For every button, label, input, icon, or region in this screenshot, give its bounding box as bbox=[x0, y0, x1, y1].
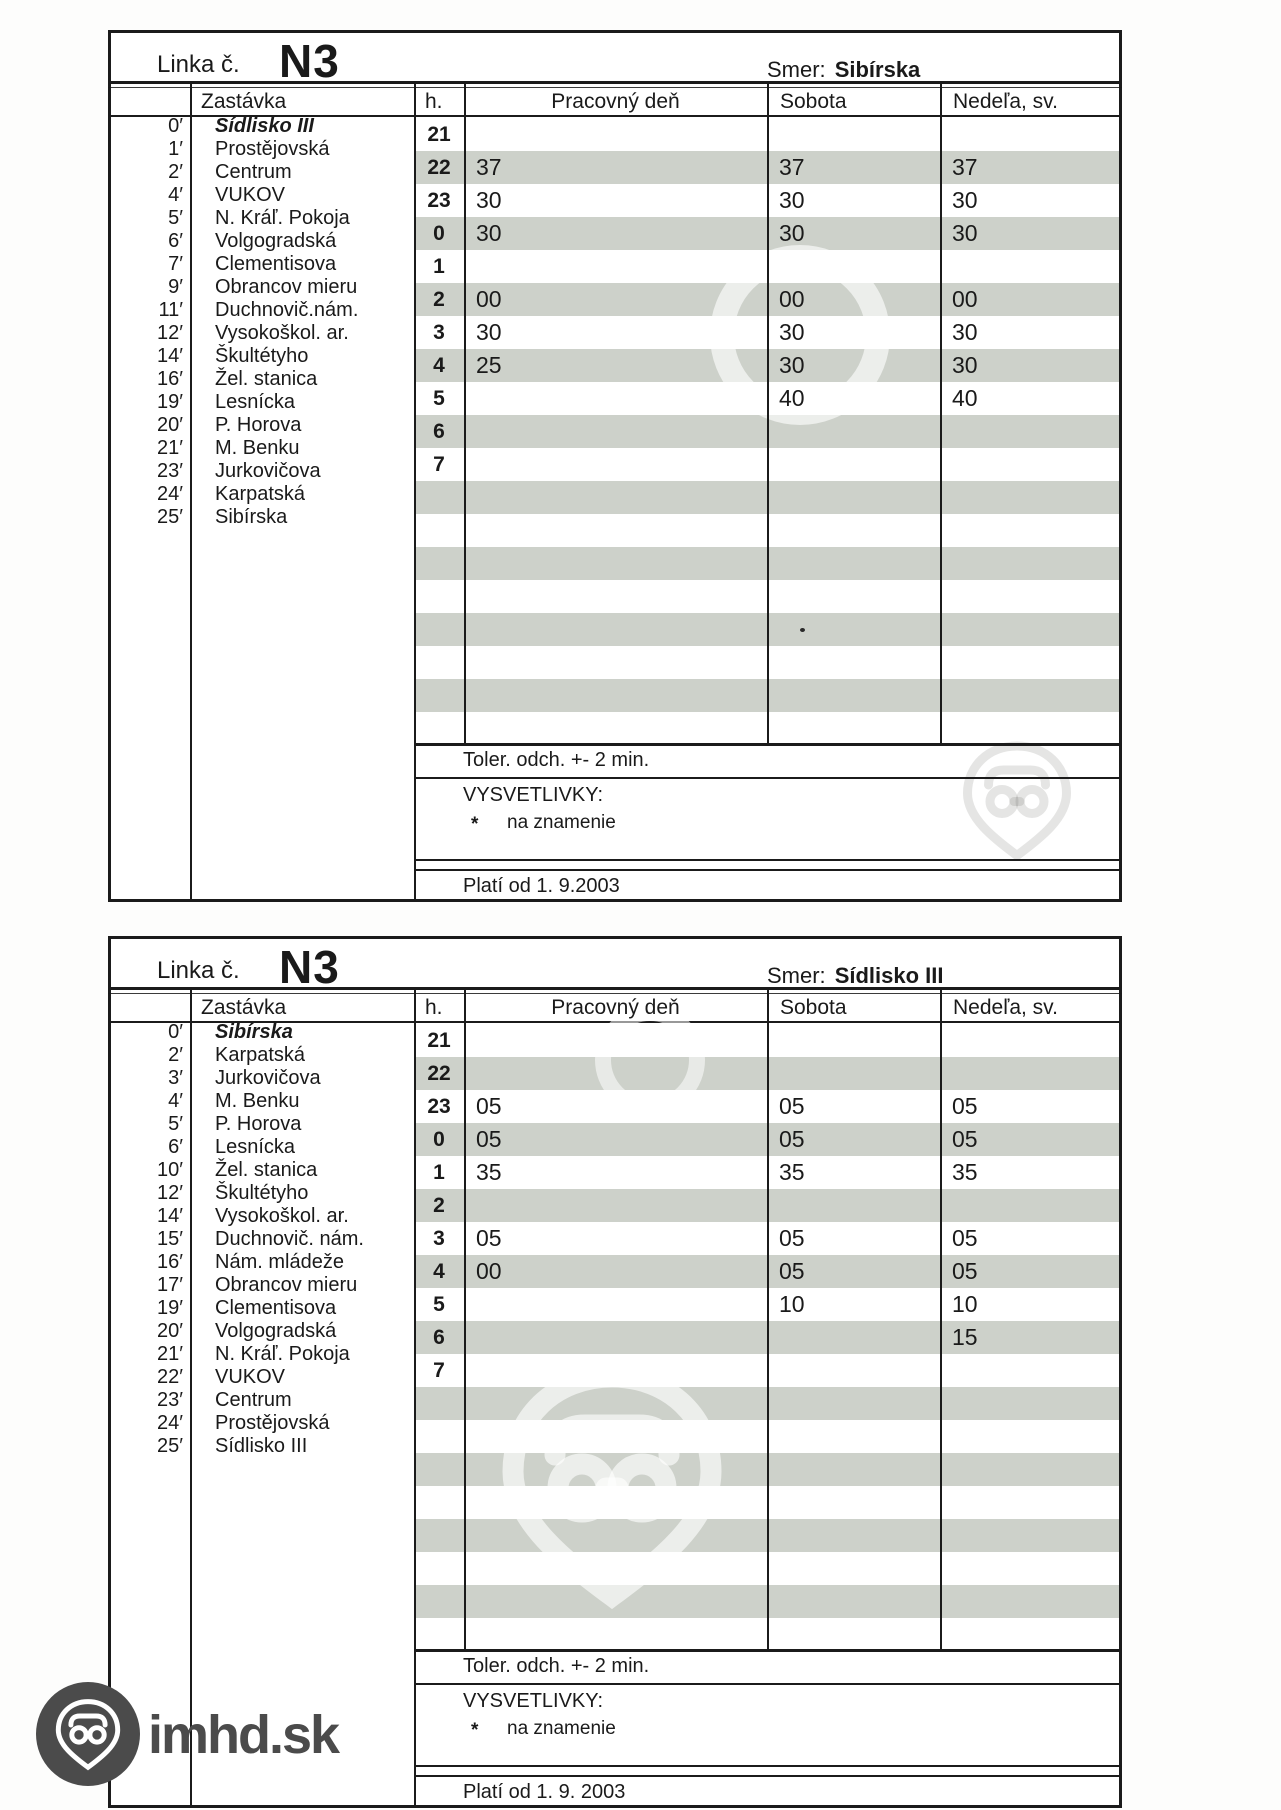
stop-minute-offset: 12′ bbox=[157, 322, 183, 344]
departure-minute: 00 bbox=[476, 1258, 502, 1284]
stop-row bbox=[111, 1113, 414, 1136]
stop-row bbox=[111, 460, 414, 483]
column-header-stop: Zastávka bbox=[201, 996, 287, 1019]
departure-minute: 30 bbox=[779, 187, 805, 213]
departure-minute bbox=[940, 1057, 1122, 1090]
stop-row bbox=[111, 138, 414, 161]
stop-name: Duchnovič. nám. bbox=[215, 1228, 364, 1250]
departure-minute bbox=[464, 250, 767, 283]
stop-name: M. Benku bbox=[215, 437, 300, 459]
stop-row bbox=[111, 1159, 414, 1182]
stop-row bbox=[111, 1412, 414, 1435]
stop-minute-offset: 4′ bbox=[168, 184, 183, 206]
departure-minute: 40 bbox=[952, 385, 978, 411]
hour-label: 4 bbox=[433, 354, 445, 377]
departure-minute: 05 bbox=[952, 1126, 978, 1152]
stop-minute-offset: 2′ bbox=[168, 161, 183, 183]
hour-label: 6 bbox=[433, 420, 445, 443]
hour-label: 1 bbox=[433, 1161, 445, 1184]
stop-row bbox=[111, 161, 414, 184]
departure-minute bbox=[940, 448, 1122, 481]
stop-row bbox=[111, 1297, 414, 1320]
tolerance-note: Toler. odch. +- 2 min. bbox=[463, 749, 650, 771]
departures-saturday bbox=[767, 1024, 940, 1387]
rule-legend-bottom bbox=[414, 1765, 1119, 1767]
departure-minute bbox=[464, 118, 767, 151]
rule-tolerance-bottom bbox=[414, 1683, 1119, 1685]
stop-row bbox=[111, 276, 414, 299]
stop-row bbox=[111, 414, 414, 437]
stop-row bbox=[111, 1044, 414, 1067]
stop-row bbox=[111, 253, 414, 276]
stop-name: Lesnícka bbox=[215, 1136, 296, 1158]
stop-row bbox=[111, 1021, 414, 1044]
stop-name: Žel. stanica bbox=[215, 368, 318, 390]
hour-label: 21 bbox=[427, 123, 451, 146]
hour-label: 22 bbox=[427, 156, 451, 179]
departure-minute bbox=[464, 382, 767, 415]
hour-label: 7 bbox=[433, 453, 445, 476]
stops-list bbox=[111, 115, 414, 529]
stop-minute-offset: 5′ bbox=[168, 207, 183, 229]
stop-name: Prostějovská bbox=[215, 1412, 330, 1434]
stops-list bbox=[111, 1021, 414, 1458]
validity-note: Platí od 1. 9. 2003 bbox=[463, 1781, 626, 1803]
departure-minute: 30 bbox=[476, 220, 502, 246]
stop-minute-offset: 14′ bbox=[157, 1205, 183, 1227]
imhd-logo-text: imhd.sk bbox=[148, 1705, 339, 1765]
departure-minute bbox=[464, 1288, 767, 1321]
departure-minute bbox=[464, 1354, 767, 1387]
rule-grid-bottom bbox=[414, 743, 1119, 746]
rule-validity-top bbox=[414, 869, 1119, 871]
departure-minute bbox=[940, 415, 1122, 448]
stop-row bbox=[111, 1251, 414, 1274]
stop-row bbox=[111, 1067, 414, 1090]
rule-tolerance-bottom bbox=[414, 777, 1119, 779]
stop-minute-offset: 21′ bbox=[157, 437, 183, 459]
stop-row bbox=[111, 1366, 414, 1389]
legend-text: na znamenie bbox=[507, 1718, 616, 1739]
column-header-stop: Zastávka bbox=[201, 90, 287, 113]
departure-minute: 05 bbox=[952, 1258, 978, 1284]
direction-label: Smer: bbox=[767, 57, 826, 82]
departure-minute: 00 bbox=[952, 286, 978, 312]
stop-row bbox=[111, 1090, 414, 1113]
hour-label: 0 bbox=[433, 222, 445, 245]
departure-minute: 30 bbox=[952, 220, 978, 246]
departure-minute: 30 bbox=[952, 319, 978, 345]
column-header-hour: h. bbox=[425, 90, 443, 113]
stop-row bbox=[111, 483, 414, 506]
departure-minute: 05 bbox=[476, 1225, 502, 1251]
stop-name: Duchnovič.nám. bbox=[215, 299, 359, 321]
stop-row bbox=[111, 230, 414, 253]
rule-legend-bottom bbox=[414, 859, 1119, 861]
departure-minute: 05 bbox=[779, 1126, 805, 1152]
hour-label: 7 bbox=[433, 1359, 445, 1382]
stop-minute-offset: 19′ bbox=[157, 1297, 183, 1319]
departure-minute bbox=[464, 1189, 767, 1222]
stop-name: P. Horova bbox=[215, 414, 302, 436]
stop-row bbox=[111, 1274, 414, 1297]
hour-label: 21 bbox=[427, 1029, 451, 1052]
departure-minute: 10 bbox=[952, 1291, 978, 1317]
stop-name: Karpatská bbox=[215, 483, 306, 505]
line-label: Linka č. bbox=[157, 51, 240, 78]
stop-minute-offset: 22′ bbox=[157, 1366, 183, 1388]
stop-minute-offset: 23′ bbox=[157, 1389, 183, 1411]
stop-name: Sídlisko III bbox=[215, 115, 314, 137]
stop-row bbox=[111, 1343, 414, 1366]
tolerance-note: Toler. odch. +- 2 min. bbox=[463, 1655, 650, 1677]
departure-minute: 05 bbox=[952, 1225, 978, 1251]
departure-minute: 25 bbox=[476, 352, 502, 378]
departure-minute: 00 bbox=[476, 286, 502, 312]
hour-label: 22 bbox=[427, 1062, 451, 1085]
departure-minute bbox=[767, 1057, 940, 1090]
stop-name: M. Benku bbox=[215, 1090, 300, 1112]
departure-minute: 35 bbox=[952, 1159, 978, 1185]
hour-label: 6 bbox=[433, 1326, 445, 1349]
stop-name: Volgogradská bbox=[215, 1320, 337, 1342]
direction-label: Smer: bbox=[767, 963, 826, 988]
stop-minute-offset: 11′ bbox=[158, 299, 183, 321]
departure-minute bbox=[767, 1024, 940, 1057]
stop-minute-offset: 20′ bbox=[157, 1320, 183, 1342]
departure-minute bbox=[767, 415, 940, 448]
stop-minute-offset: 7′ bbox=[168, 253, 183, 275]
line-number: N3 bbox=[279, 35, 340, 87]
stop-row bbox=[111, 1136, 414, 1159]
stop-name: Sibírska bbox=[215, 1021, 293, 1043]
stop-name: Centrum bbox=[215, 161, 292, 183]
stop-minute-offset: 6′ bbox=[168, 230, 183, 252]
departure-minute: 30 bbox=[779, 220, 805, 246]
hour-label: 3 bbox=[433, 1227, 445, 1250]
departure-minute: 37 bbox=[476, 154, 502, 180]
column-header-workday: Pracovný deň bbox=[551, 996, 680, 1019]
departure-minute: 30 bbox=[952, 352, 978, 378]
stop-minute-offset: 12′ bbox=[157, 1182, 183, 1204]
stop-minute-offset: 15′ bbox=[157, 1228, 183, 1250]
stop-minute-offset: 24′ bbox=[157, 1412, 183, 1434]
departure-minute: 10 bbox=[779, 1291, 805, 1317]
stop-row bbox=[111, 184, 414, 207]
stop-name: Obrancov mieru bbox=[215, 1274, 358, 1296]
departure-minute: 35 bbox=[779, 1159, 805, 1185]
departure-minute bbox=[767, 448, 940, 481]
departure-minute bbox=[464, 448, 767, 481]
stop-name: Škultétyho bbox=[215, 1182, 309, 1204]
departure-minute: 05 bbox=[779, 1258, 805, 1284]
imhd-logo bbox=[36, 1676, 366, 1788]
stop-minute-offset: 16′ bbox=[157, 368, 183, 390]
departure-minute bbox=[940, 1189, 1122, 1222]
departure-minute bbox=[464, 415, 767, 448]
stop-row bbox=[111, 1205, 414, 1228]
legend-symbol: * bbox=[471, 1720, 479, 1741]
stop-minute-offset: 2′ bbox=[168, 1044, 183, 1066]
column-header-workday: Pracovný deň bbox=[551, 90, 680, 113]
direction-value: Sibírska bbox=[834, 57, 921, 82]
departure-minute bbox=[767, 1321, 940, 1354]
imhd-logo-circle bbox=[36, 1682, 140, 1786]
stop-minute-offset: 14′ bbox=[157, 345, 183, 367]
departure-minute: 35 bbox=[476, 1159, 502, 1185]
hours-column bbox=[414, 118, 464, 481]
column-header-hour: h. bbox=[425, 996, 443, 1019]
departure-minute bbox=[767, 250, 940, 283]
rule-grid-bottom bbox=[414, 1649, 1119, 1652]
departure-minute bbox=[940, 1024, 1122, 1057]
stop-name: N. Kráľ. Pokoja bbox=[215, 207, 350, 229]
stop-minute-offset: 0′ bbox=[168, 1021, 183, 1043]
hour-label: 23 bbox=[427, 1095, 451, 1118]
hour-label: 2 bbox=[433, 288, 445, 311]
stop-row bbox=[111, 437, 414, 460]
stop-name: Lesnícka bbox=[215, 391, 296, 413]
departures-workday bbox=[464, 1024, 767, 1387]
stop-name: Sídlisko III bbox=[215, 1435, 308, 1457]
stop-name: Obrancov mieru bbox=[215, 276, 358, 298]
legend-symbol: * bbox=[471, 814, 479, 835]
stop-row bbox=[111, 1389, 414, 1412]
departure-minute bbox=[940, 1354, 1122, 1387]
departure-minute bbox=[940, 118, 1122, 151]
departure-minute: 37 bbox=[952, 154, 978, 180]
stop-name: Škultétyho bbox=[215, 345, 309, 367]
bus-pin-icon bbox=[43, 1689, 133, 1779]
stop-minute-offset: 20′ bbox=[157, 414, 183, 436]
legend-title: VYSVETLIVKY: bbox=[463, 784, 604, 806]
scan-speck bbox=[800, 628, 805, 632]
departure-minute: 15 bbox=[952, 1324, 978, 1350]
validity-note: Platí od 1. 9.2003 bbox=[463, 875, 620, 897]
rule-validity-top bbox=[414, 1775, 1119, 1777]
column-header-saturday: Sobota bbox=[780, 90, 847, 113]
stop-minute-offset: 1′ bbox=[168, 138, 183, 160]
stop-name: Sibírska bbox=[215, 506, 288, 528]
stop-row bbox=[111, 1435, 414, 1458]
stop-row bbox=[111, 207, 414, 230]
line-label: Linka č. bbox=[157, 957, 240, 984]
stop-name: Prostějovská bbox=[215, 138, 330, 160]
stop-name: VUKOV bbox=[215, 184, 286, 206]
stop-name: P. Horova bbox=[215, 1113, 302, 1135]
stop-minute-offset: 9′ bbox=[168, 276, 183, 298]
hour-label: 23 bbox=[427, 189, 451, 212]
stop-row bbox=[111, 1320, 414, 1343]
stop-name: Karpatská bbox=[215, 1044, 306, 1066]
departure-minute: 05 bbox=[952, 1093, 978, 1119]
departure-minute: 05 bbox=[779, 1225, 805, 1251]
stop-name: VUKOV bbox=[215, 1366, 286, 1388]
stop-minute-offset: 24′ bbox=[157, 483, 183, 505]
stop-minute-offset: 25′ bbox=[157, 1435, 183, 1457]
departure-minute bbox=[464, 1057, 767, 1090]
stop-minute-offset: 23′ bbox=[157, 460, 183, 482]
stop-minute-offset: 6′ bbox=[168, 1136, 183, 1158]
hour-label: 2 bbox=[433, 1194, 445, 1217]
stop-row bbox=[111, 391, 414, 414]
stop-row bbox=[111, 345, 414, 368]
stop-row bbox=[111, 1228, 414, 1251]
departure-minute: 30 bbox=[952, 187, 978, 213]
stop-name: N. Kráľ. Pokoja bbox=[215, 1343, 350, 1365]
stop-minute-offset: 5′ bbox=[168, 1113, 183, 1135]
departure-minute bbox=[767, 1354, 940, 1387]
stop-name: Žel. stanica bbox=[215, 1159, 318, 1181]
stop-minute-offset: 19′ bbox=[157, 391, 183, 413]
stop-minute-offset: 10′ bbox=[157, 1159, 183, 1181]
stop-row bbox=[111, 322, 414, 345]
departure-minute: 05 bbox=[476, 1126, 502, 1152]
stop-minute-offset: 3′ bbox=[168, 1067, 183, 1089]
hour-label: 5 bbox=[433, 387, 445, 410]
hour-label: 4 bbox=[433, 1260, 445, 1283]
stop-name: Jurkovičova bbox=[215, 1067, 321, 1089]
stop-minute-offset: 25′ bbox=[157, 506, 183, 528]
timetable-direction-sibirska bbox=[108, 30, 1122, 902]
departure-minute: 30 bbox=[476, 187, 502, 213]
departure-minute: 05 bbox=[779, 1093, 805, 1119]
direction-value: Sídlisko III bbox=[834, 963, 944, 988]
departure-minute: 40 bbox=[779, 385, 805, 411]
column-header-saturday: Sobota bbox=[780, 996, 847, 1019]
hours-column bbox=[414, 1024, 464, 1387]
departures-workday bbox=[464, 118, 767, 481]
departure-minute bbox=[767, 1189, 940, 1222]
departure-minute: 00 bbox=[779, 286, 805, 312]
departure-minute bbox=[767, 118, 940, 151]
departures-saturday bbox=[767, 118, 940, 481]
departure-minute bbox=[464, 1024, 767, 1057]
stop-name: Clementisova bbox=[215, 253, 337, 275]
departure-minute: 05 bbox=[476, 1093, 502, 1119]
stop-row bbox=[111, 299, 414, 322]
departure-minute: 30 bbox=[779, 319, 805, 345]
departures-sunday bbox=[940, 118, 1122, 481]
stop-minute-offset: 16′ bbox=[157, 1251, 183, 1273]
departure-minute: 37 bbox=[779, 154, 805, 180]
stop-name: Vysokoškol. ar. bbox=[215, 322, 349, 344]
legend-text: na znamenie bbox=[507, 812, 616, 833]
departure-minute: 30 bbox=[779, 352, 805, 378]
column-header-sunday: Nedeľa, sv. bbox=[953, 90, 1058, 113]
stop-row bbox=[111, 115, 414, 138]
stop-row bbox=[111, 368, 414, 391]
departure-minute bbox=[940, 250, 1122, 283]
stop-name: Centrum bbox=[215, 1389, 292, 1411]
stop-minute-offset: 17′ bbox=[157, 1274, 183, 1296]
hour-label: 5 bbox=[433, 1293, 445, 1316]
departure-minute bbox=[464, 1321, 767, 1354]
stop-name: Volgogradská bbox=[215, 230, 337, 252]
stop-name: Clementisova bbox=[215, 1297, 337, 1319]
line-number: N3 bbox=[279, 941, 340, 993]
legend-title: VYSVETLIVKY: bbox=[463, 1690, 604, 1712]
stop-minute-offset: 0′ bbox=[168, 115, 183, 137]
stop-row bbox=[111, 1182, 414, 1205]
departures-sunday bbox=[940, 1024, 1122, 1387]
stop-name: Jurkovičova bbox=[215, 460, 321, 482]
stop-minute-offset: 21′ bbox=[157, 1343, 183, 1365]
hour-label: 3 bbox=[433, 321, 445, 344]
stop-row bbox=[111, 506, 414, 529]
column-header-sunday: Nedeľa, sv. bbox=[953, 996, 1058, 1019]
stop-minute-offset: 4′ bbox=[168, 1090, 183, 1112]
departure-minute: 30 bbox=[476, 319, 502, 345]
stop-name: Nám. mládeže bbox=[215, 1251, 344, 1273]
stop-name: Vysokoškol. ar. bbox=[215, 1205, 349, 1227]
hour-label: 0 bbox=[433, 1128, 445, 1151]
hour-label: 1 bbox=[433, 255, 445, 278]
